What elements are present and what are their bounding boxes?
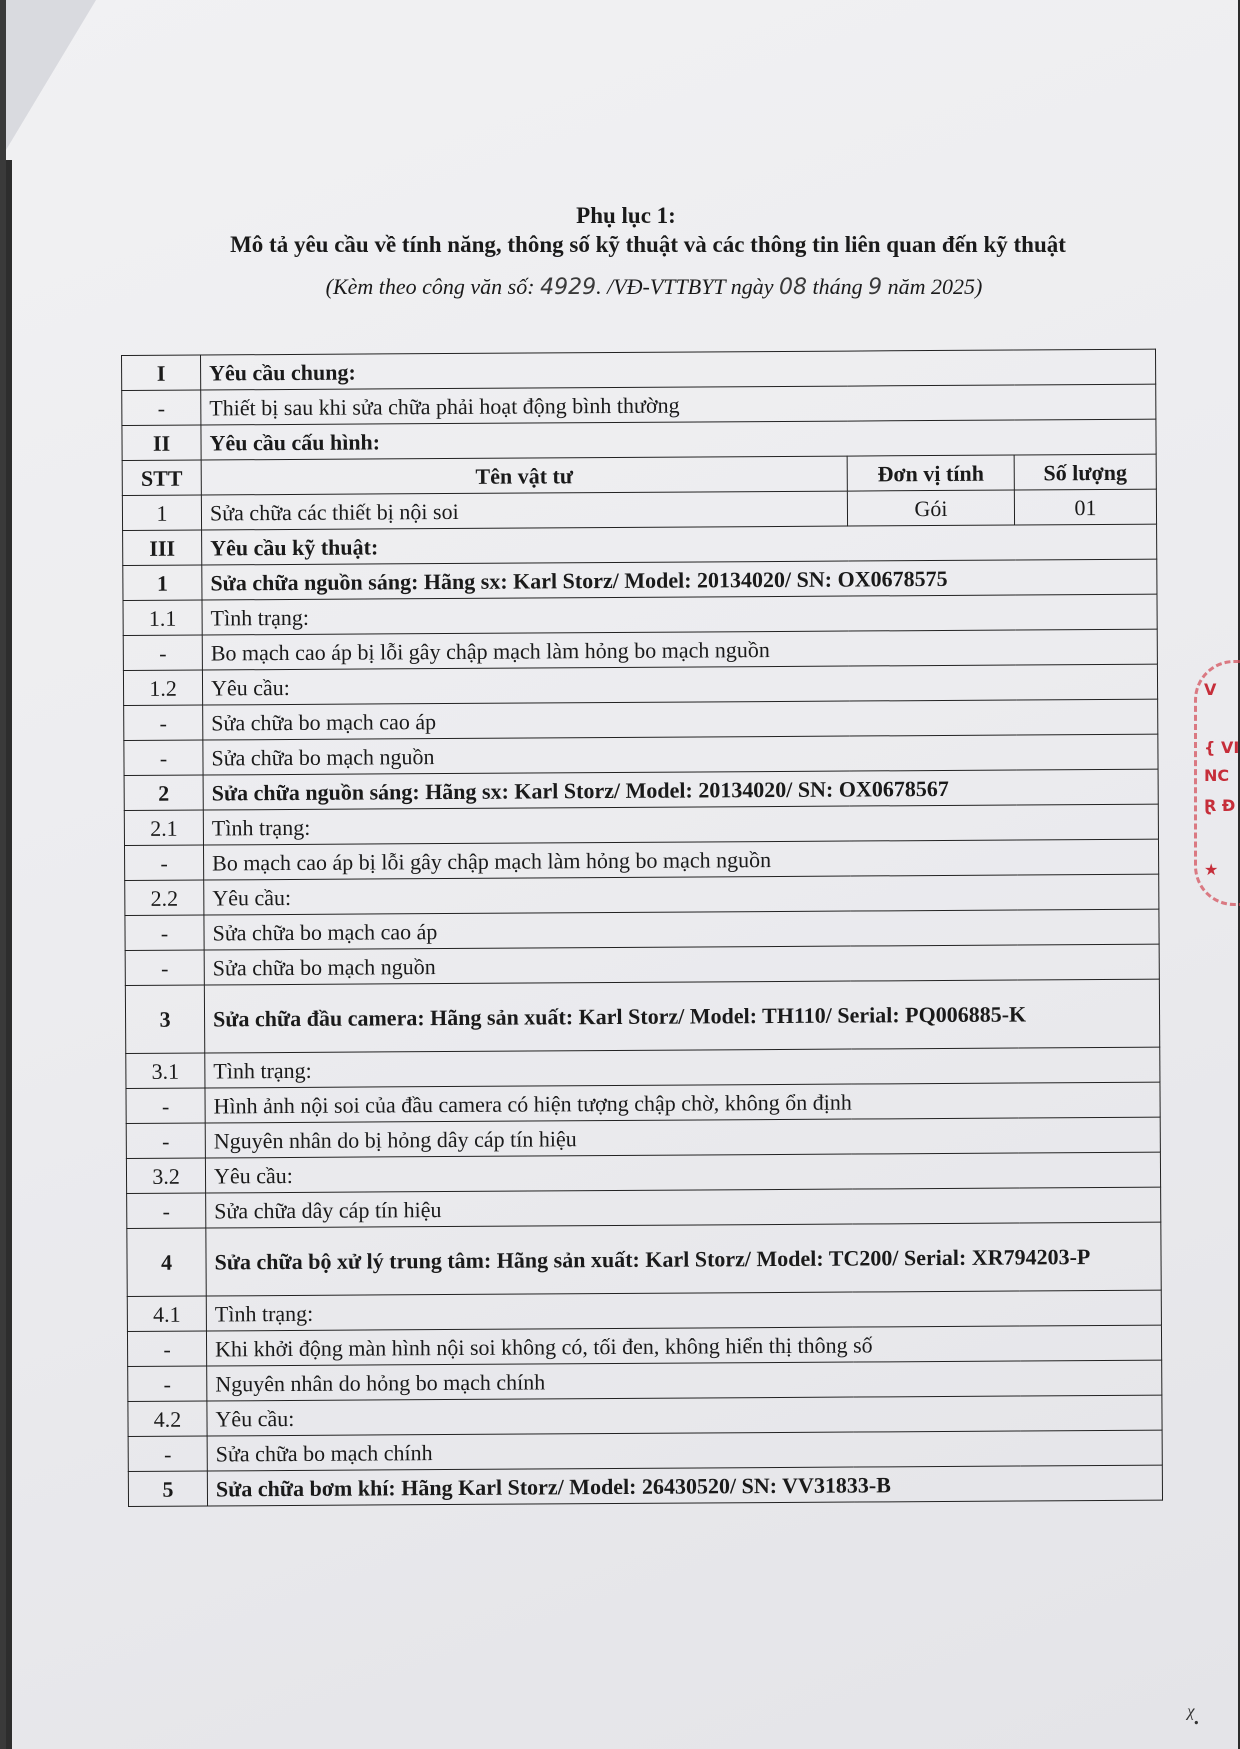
item-heading-row: [128, 1465, 1162, 1506]
row-number: -: [122, 390, 201, 425]
row-text: Nguyên nhân do hỏng bo mạch chính: [207, 1360, 1162, 1401]
section-title: Yêu cầu kỹ thuật:: [202, 524, 1157, 565]
row-text: Sửa chữa bo mạch cao áp: [203, 699, 1158, 740]
ref-mid: . /VĐ-VTTBYT ngày: [596, 274, 780, 299]
row-text: Tình trạng:: [203, 804, 1158, 845]
item-unit: Gói: [847, 490, 1014, 526]
row-number: -: [127, 1331, 206, 1366]
row-number: -: [128, 1436, 207, 1471]
row-number: 1.1: [123, 600, 202, 635]
ref-day-handwritten: 08: [779, 275, 808, 300]
row-text: Nguyên nhân do bị hỏng dây cáp tín hiệu: [205, 1117, 1160, 1158]
section-title: Yêu cầu cấu hình:: [201, 419, 1156, 460]
row-text: Sửa chữa nguồn sáng: Hãng sx: Karl Storz/ Model: 20134020/ SN: OX0678567: [203, 769, 1158, 810]
spec-table: [121, 349, 1163, 1507]
row-text: Sửa chữa bo mạch chính: [207, 1430, 1162, 1471]
row-number: 1.2: [123, 670, 202, 705]
row-text: Yêu cầu:: [204, 874, 1159, 915]
appendix-subtitle: Mô tả yêu cầu về tính năng, thông số kỹ thuật và các thông tin liên quan đến kỹ thuật: [230, 232, 1066, 257]
row-number: -: [127, 1193, 206, 1228]
row-text: Tình trạng:: [202, 594, 1157, 635]
row-text: Yêu cầu:: [205, 1152, 1160, 1193]
row-number: 2: [124, 775, 203, 810]
section-number: II: [122, 425, 201, 460]
row-text: Thiết bị sau khi sửa chữa phải hoạt động bình thường: [201, 384, 1156, 425]
reference-line: [34, 274, 1240, 300]
row-number: -: [126, 1088, 205, 1123]
ref-month-word: tháng: [807, 274, 869, 299]
row-number: 4.1: [127, 1296, 206, 1331]
row-text: Hình ảnh nội soi của đầu camera có hiện tượng chập chờ, không ổn định: [205, 1082, 1160, 1123]
section-title: Yêu cầu chung:: [201, 349, 1156, 390]
row-number: 5: [128, 1471, 207, 1506]
row-number: 3: [125, 985, 204, 1053]
item-number: 1: [122, 495, 201, 530]
row-text: Yêu cầu:: [202, 664, 1157, 705]
row-text: Yêu cầu:: [207, 1395, 1162, 1436]
header-unit: Đơn vị tính: [847, 455, 1014, 491]
stamp-text: V: [1204, 680, 1217, 699]
row-text: Tình trạng:: [205, 1047, 1160, 1088]
row-number: -: [123, 635, 202, 670]
row-text: Bo mạch cao áp bị lỗi gây chập mạch làm hỏng bo mạch nguồn: [202, 629, 1157, 670]
ref-year: năm 2025): [882, 274, 983, 299]
row-number: -: [125, 915, 204, 950]
ref-prefix: (Kèm theo công văn số:: [325, 274, 541, 299]
item-heading-row: [127, 1222, 1161, 1296]
stamp-text: Ɽ Đ: [1204, 796, 1236, 815]
header-quantity: Số lượng: [1014, 454, 1156, 490]
ref-number-handwritten: 4929: [540, 275, 597, 300]
handwritten-corner-mark: ᵡ.: [1186, 1700, 1201, 1731]
row-number: -: [126, 1123, 205, 1158]
row-number: -: [125, 950, 204, 985]
row-text: Sửa chữa bo mạch cao áp: [204, 909, 1159, 950]
item-name: Sửa chữa các thiết bị nội soi: [201, 491, 847, 530]
section-number: III: [123, 530, 202, 565]
page-left-edge: [6, 160, 12, 1749]
row-number: -: [128, 1366, 207, 1401]
row-number: 4: [127, 1228, 206, 1296]
row-number: -: [124, 845, 203, 880]
row-text: Sửa chữa bo mạch nguồn: [204, 944, 1159, 985]
row-number: -: [124, 705, 203, 740]
row-text: Khi khởi động màn hình nội soi không có, tối đen, không hiển thị thông số: [206, 1325, 1161, 1366]
stamp-text: { VI: [1204, 738, 1240, 757]
row-text: Sửa chữa đầu camera: Hãng sản xuất: Karl Storz/ Model: TH110/ Serial: PQ006885-K: [204, 979, 1159, 1053]
row-text: Sửa chữa bơm khí: Hãng Karl Storz/ Model: 26430520/ SN: VV31833-B: [207, 1465, 1162, 1506]
row-number: -: [124, 740, 203, 775]
stamp-star-icon: ★: [1204, 860, 1219, 879]
header-stt: STT: [122, 460, 201, 495]
red-seal-stamp-fragment: [1194, 660, 1240, 900]
appendix-title: Phụ lục 1:: [576, 203, 676, 228]
row-number: 2.2: [125, 880, 204, 915]
header-item-name: Tên vật tư: [201, 456, 847, 495]
row-number: 3.1: [126, 1053, 205, 1088]
row-text: Sửa chữa nguồn sáng: Hãng sx: Karl Storz/ Model: 20134020/ SN: OX0678575: [202, 559, 1157, 600]
row-text: Sửa chữa bộ xử lý trung tâm: Hãng sản xuất: Karl Storz/ Model: TC200/ Serial: XR794203-P: [206, 1222, 1161, 1296]
row-text: Sửa chữa dây cáp tín hiệu: [206, 1187, 1161, 1228]
row-number: 3.2: [126, 1158, 205, 1193]
row-text: Tình trạng:: [206, 1290, 1161, 1331]
row-text: Bo mạch cao áp bị lỗi gây chập mạch làm hỏng bo mạch nguồn: [203, 839, 1158, 880]
row-number: 2.1: [124, 810, 203, 845]
row-number: 1: [123, 565, 202, 600]
item-heading-row: [125, 979, 1159, 1053]
ref-month-handwritten: 9: [868, 275, 883, 300]
row-number: 4.2: [128, 1401, 207, 1436]
row-text: Sửa chữa bo mạch nguồn: [203, 734, 1158, 775]
stamp-text: NC: [1204, 766, 1230, 785]
section-number: I: [122, 355, 201, 390]
page-corner-fold: [6, 0, 96, 150]
item-quantity: 01: [1014, 489, 1156, 525]
